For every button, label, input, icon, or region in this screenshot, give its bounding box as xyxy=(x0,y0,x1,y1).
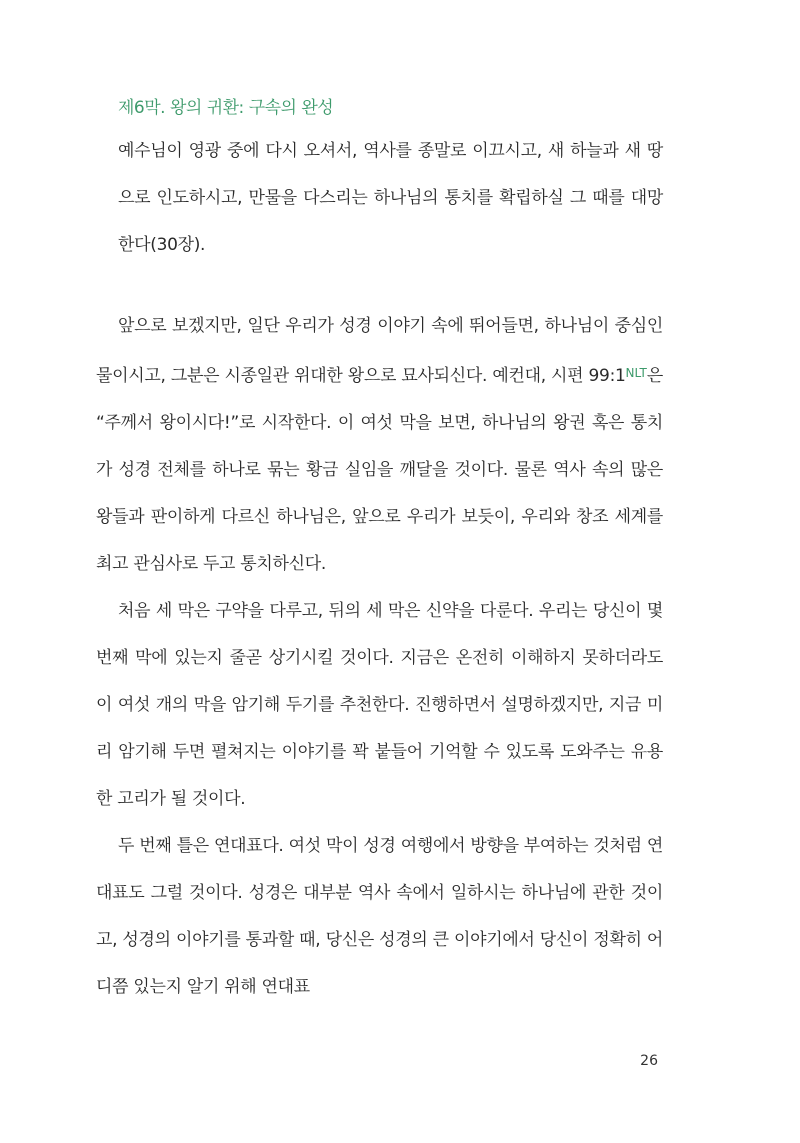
paragraph-1-text-a: 앞으로 보겠지만, 일단 우리가 성경 이야기 속에 뛰어들면, 하나님이 중심인물이시고, 그분은 시종일관 위대한 왕으로 묘사되신다. 예컨대, 시편 99:1 xyxy=(96,316,663,386)
body-text xyxy=(96,303,663,1011)
paragraph-3: 두 번째 틀은 연대표다. 여섯 막이 성경 여행에서 방향을 부여하는 것처럼 연대표도 그럴 것이다. 성경은 대부분 역사 속에서 일하시는 하나님에 관한 것이고, 성경의 이야기를 통과할 때, 당신은 성경의 큰 이야기에서 당신이 정확히 어디쯤 있는지 알기 위해 연대표 xyxy=(96,836,663,997)
translation-reference: NLT xyxy=(625,366,647,380)
paragraph-1-text-b: 은 “주께서 왕이시다!”로 시작한다. 이 여섯 막을 보면, 하나님의 왕권 혹은 통치가 성경 전체를 하나로 묶는 황금 실임을 깨달을 것이다. 물론 역사 속의 많은 왕들과 판이하게 다르신 하나님은, 앞으로 우리가 보듯이, 우리와 창조 세계를 최고 관심사로 두고 통치하신다. xyxy=(96,366,663,574)
act-heading: 제6막. 왕의 귀환: 구속의 완성 xyxy=(118,98,334,118)
act-description: 예수님이 영광 중에 다시 오셔서, 역사를 종말로 이끄시고, 새 하늘과 새 땅으로 인도하시고, 만물을 다스리는 하나님의 통치를 확립하실 그 때를 대망한다(30장). xyxy=(118,141,663,255)
paragraph-2: 처음 세 막은 구약을 다루고, 뒤의 세 막은 신약을 다룬다. 우리는 당신이 몇 번째 막에 있는지 줄곧 상기시킬 것이다. 지금은 온전히 이해하지 못하더라도 이 여섯 개의 막을 암기해 두기를 추천한다. 진행하면서 설명하겠지만, 지금 미리 암기해 두면 펼쳐지는 이야기를 꽉 붙들어 기억할 수 있도록 도와주는 유용한 고리가 될 것이다. xyxy=(96,601,663,809)
paragraph-1 xyxy=(96,303,663,588)
page-number: 26 xyxy=(640,1053,658,1069)
